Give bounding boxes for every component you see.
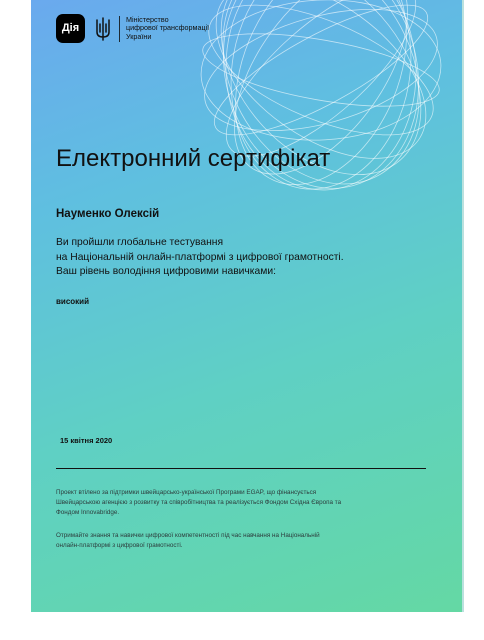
certificate-date: 15 квітня 2020: [60, 436, 113, 445]
certificate-card: [31, 0, 462, 612]
certificate-title: Електронний сертифікат: [56, 145, 331, 172]
decorative-wireframe-sphere: [31, 0, 462, 612]
header-logo: [56, 14, 209, 43]
skill-level: високий: [56, 297, 90, 306]
divider-line: [56, 468, 426, 469]
logo-divider: [119, 16, 120, 42]
project-note: Проект втілено за підтримки швейцарсько-української Програми EGAP, що фінансується Швейцарською агенцією з розвитку та співробітництва та реалізується Фондом Східна Європа та Фондом Innovabridge.: [56, 489, 342, 516]
recipient-name: Науменко Олексій: [56, 208, 160, 220]
ministry-name: Міністерство цифрової трансформації України: [126, 14, 210, 41]
certificate-body: Ви пройшли глобальне тестування на Національній онлайн-платформі з цифрової грамотності. Ваш рівень володіння цифровими навичками:: [56, 237, 344, 277]
trident-icon: [94, 16, 112, 42]
page-edge: [462, 0, 464, 612]
diia-logo: Дія: [56, 14, 85, 43]
wireframe-ring: [213, 0, 430, 204]
learning-note: Отримайте знання та навички цифрової компетентності під час навчання на Національній онлайн-платформі з цифрової грамотності.: [56, 532, 320, 549]
